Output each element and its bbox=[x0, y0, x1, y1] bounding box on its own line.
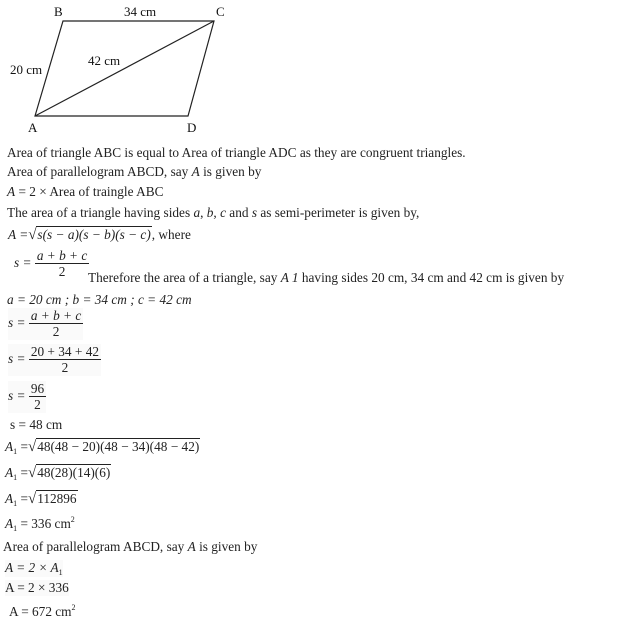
lhs: A bbox=[5, 465, 14, 480]
radical-icon: √ bbox=[27, 465, 37, 481]
var-a: A bbox=[7, 184, 16, 199]
superscript: 2 bbox=[70, 515, 75, 524]
text: is given by bbox=[195, 539, 258, 554]
denominator: 2 bbox=[58, 264, 66, 279]
subscript: 1 bbox=[13, 499, 18, 508]
var-a: a bbox=[193, 205, 201, 220]
fraction bbox=[29, 344, 101, 376]
a1-result bbox=[5, 515, 75, 533]
side-ab-label: 20 cm bbox=[10, 62, 43, 77]
expression: A = 2 × 336 bbox=[5, 580, 69, 595]
numerator: 20 + 34 + 42 bbox=[30, 344, 99, 359]
var-c: c bbox=[220, 205, 226, 220]
parallelogram-area-intro bbox=[7, 164, 261, 180]
fraction bbox=[29, 381, 46, 413]
a1-step-2 bbox=[5, 464, 111, 482]
therefore-statement bbox=[88, 270, 564, 286]
radicand: 48(48 − 20)(48 − 34)(48 − 42) bbox=[37, 439, 200, 454]
radical-icon: √ bbox=[28, 227, 37, 243]
superscript: 2 bbox=[71, 603, 76, 612]
denominator: 2 bbox=[61, 360, 69, 375]
text: , bbox=[213, 205, 221, 220]
expression: A = 2 × A bbox=[5, 560, 59, 575]
radicand: s(s − a)(s − b)(s − c) bbox=[37, 227, 151, 242]
lhs: s = bbox=[14, 255, 32, 271]
vertex-a-label: A bbox=[28, 120, 38, 135]
lhs: s = bbox=[8, 315, 26, 331]
text: Area of parallelogram ABCD, say bbox=[7, 164, 192, 179]
radicand: 48(28)(14)(6) bbox=[37, 465, 111, 480]
lhs: A = bbox=[8, 227, 29, 242]
s-step-1 bbox=[8, 308, 83, 340]
area-twice-triangle bbox=[7, 184, 163, 200]
var-a: A bbox=[191, 164, 200, 179]
text: is given by bbox=[199, 164, 262, 179]
expression: A = 672 cm bbox=[9, 604, 72, 619]
side-values: a = 20 cm ; b = 34 cm ; c = 42 cm bbox=[7, 292, 192, 307]
var-a1: A 1 bbox=[280, 270, 299, 285]
var-b: b bbox=[206, 205, 214, 220]
fraction bbox=[35, 248, 89, 280]
a1-step-1 bbox=[5, 438, 200, 456]
heron-formula bbox=[8, 226, 191, 244]
radical-icon: √ bbox=[27, 439, 37, 455]
equals: = bbox=[17, 465, 28, 480]
semi-perimeter-formula bbox=[14, 248, 89, 280]
fraction bbox=[29, 308, 83, 340]
subscript: 1 bbox=[58, 568, 63, 577]
text: The area of a triangle having sides bbox=[7, 205, 194, 220]
equals: = bbox=[17, 491, 28, 506]
final-step-1 bbox=[5, 560, 63, 577]
text: , where bbox=[151, 227, 191, 242]
equals: = bbox=[17, 439, 28, 454]
numerator: a + b + c bbox=[36, 248, 88, 263]
denominator: 2 bbox=[34, 397, 41, 412]
text: having sides 20 cm, 34 cm and 42 cm is given by bbox=[298, 270, 565, 285]
s-result: s = 48 cm bbox=[10, 417, 63, 432]
numerator: a + b + c bbox=[30, 308, 82, 323]
text: = 2 × Area of traingle ABC bbox=[15, 184, 164, 199]
vertex-b-label: B bbox=[54, 4, 63, 19]
subscript: 1 bbox=[13, 473, 18, 482]
side-bc-label: 34 cm bbox=[124, 4, 157, 19]
text: as semi-perimeter is given by, bbox=[257, 205, 420, 220]
heron-intro bbox=[7, 205, 419, 221]
text: Area of parallelogram ABCD, say bbox=[3, 539, 188, 554]
value: = 336 cm bbox=[17, 516, 71, 531]
numerator: 96 bbox=[30, 381, 45, 396]
final-result bbox=[9, 603, 76, 620]
lhs: A bbox=[5, 491, 14, 506]
lhs: A bbox=[5, 439, 14, 454]
vertex-c-label: C bbox=[216, 4, 225, 19]
s-step-3 bbox=[8, 381, 46, 413]
vertex-d-label: D bbox=[187, 120, 197, 135]
final-intro bbox=[3, 539, 257, 555]
lhs: A bbox=[5, 516, 14, 531]
lhs: s = bbox=[8, 388, 26, 404]
radical-icon: √ bbox=[27, 491, 37, 507]
subscript: 1 bbox=[13, 524, 18, 533]
text: , bbox=[200, 205, 207, 220]
final-step-2 bbox=[5, 580, 69, 596]
text: and bbox=[225, 205, 252, 220]
radicand: 112896 bbox=[37, 491, 77, 506]
lhs: s = bbox=[8, 351, 26, 367]
text: Therefore the area of a triangle, say bbox=[88, 270, 281, 285]
denominator: 2 bbox=[52, 324, 60, 339]
congruent-statement: Area of triangle ABC is equal to Area of triangle ADC as they are congruent triangles. bbox=[7, 145, 466, 160]
a1-step-3 bbox=[5, 490, 78, 508]
s-step-2 bbox=[8, 344, 101, 376]
var-s: s bbox=[251, 205, 258, 220]
var-a: A bbox=[187, 539, 196, 554]
diagonal-ac-label: 42 cm bbox=[88, 53, 121, 68]
subscript: 1 bbox=[13, 447, 18, 456]
